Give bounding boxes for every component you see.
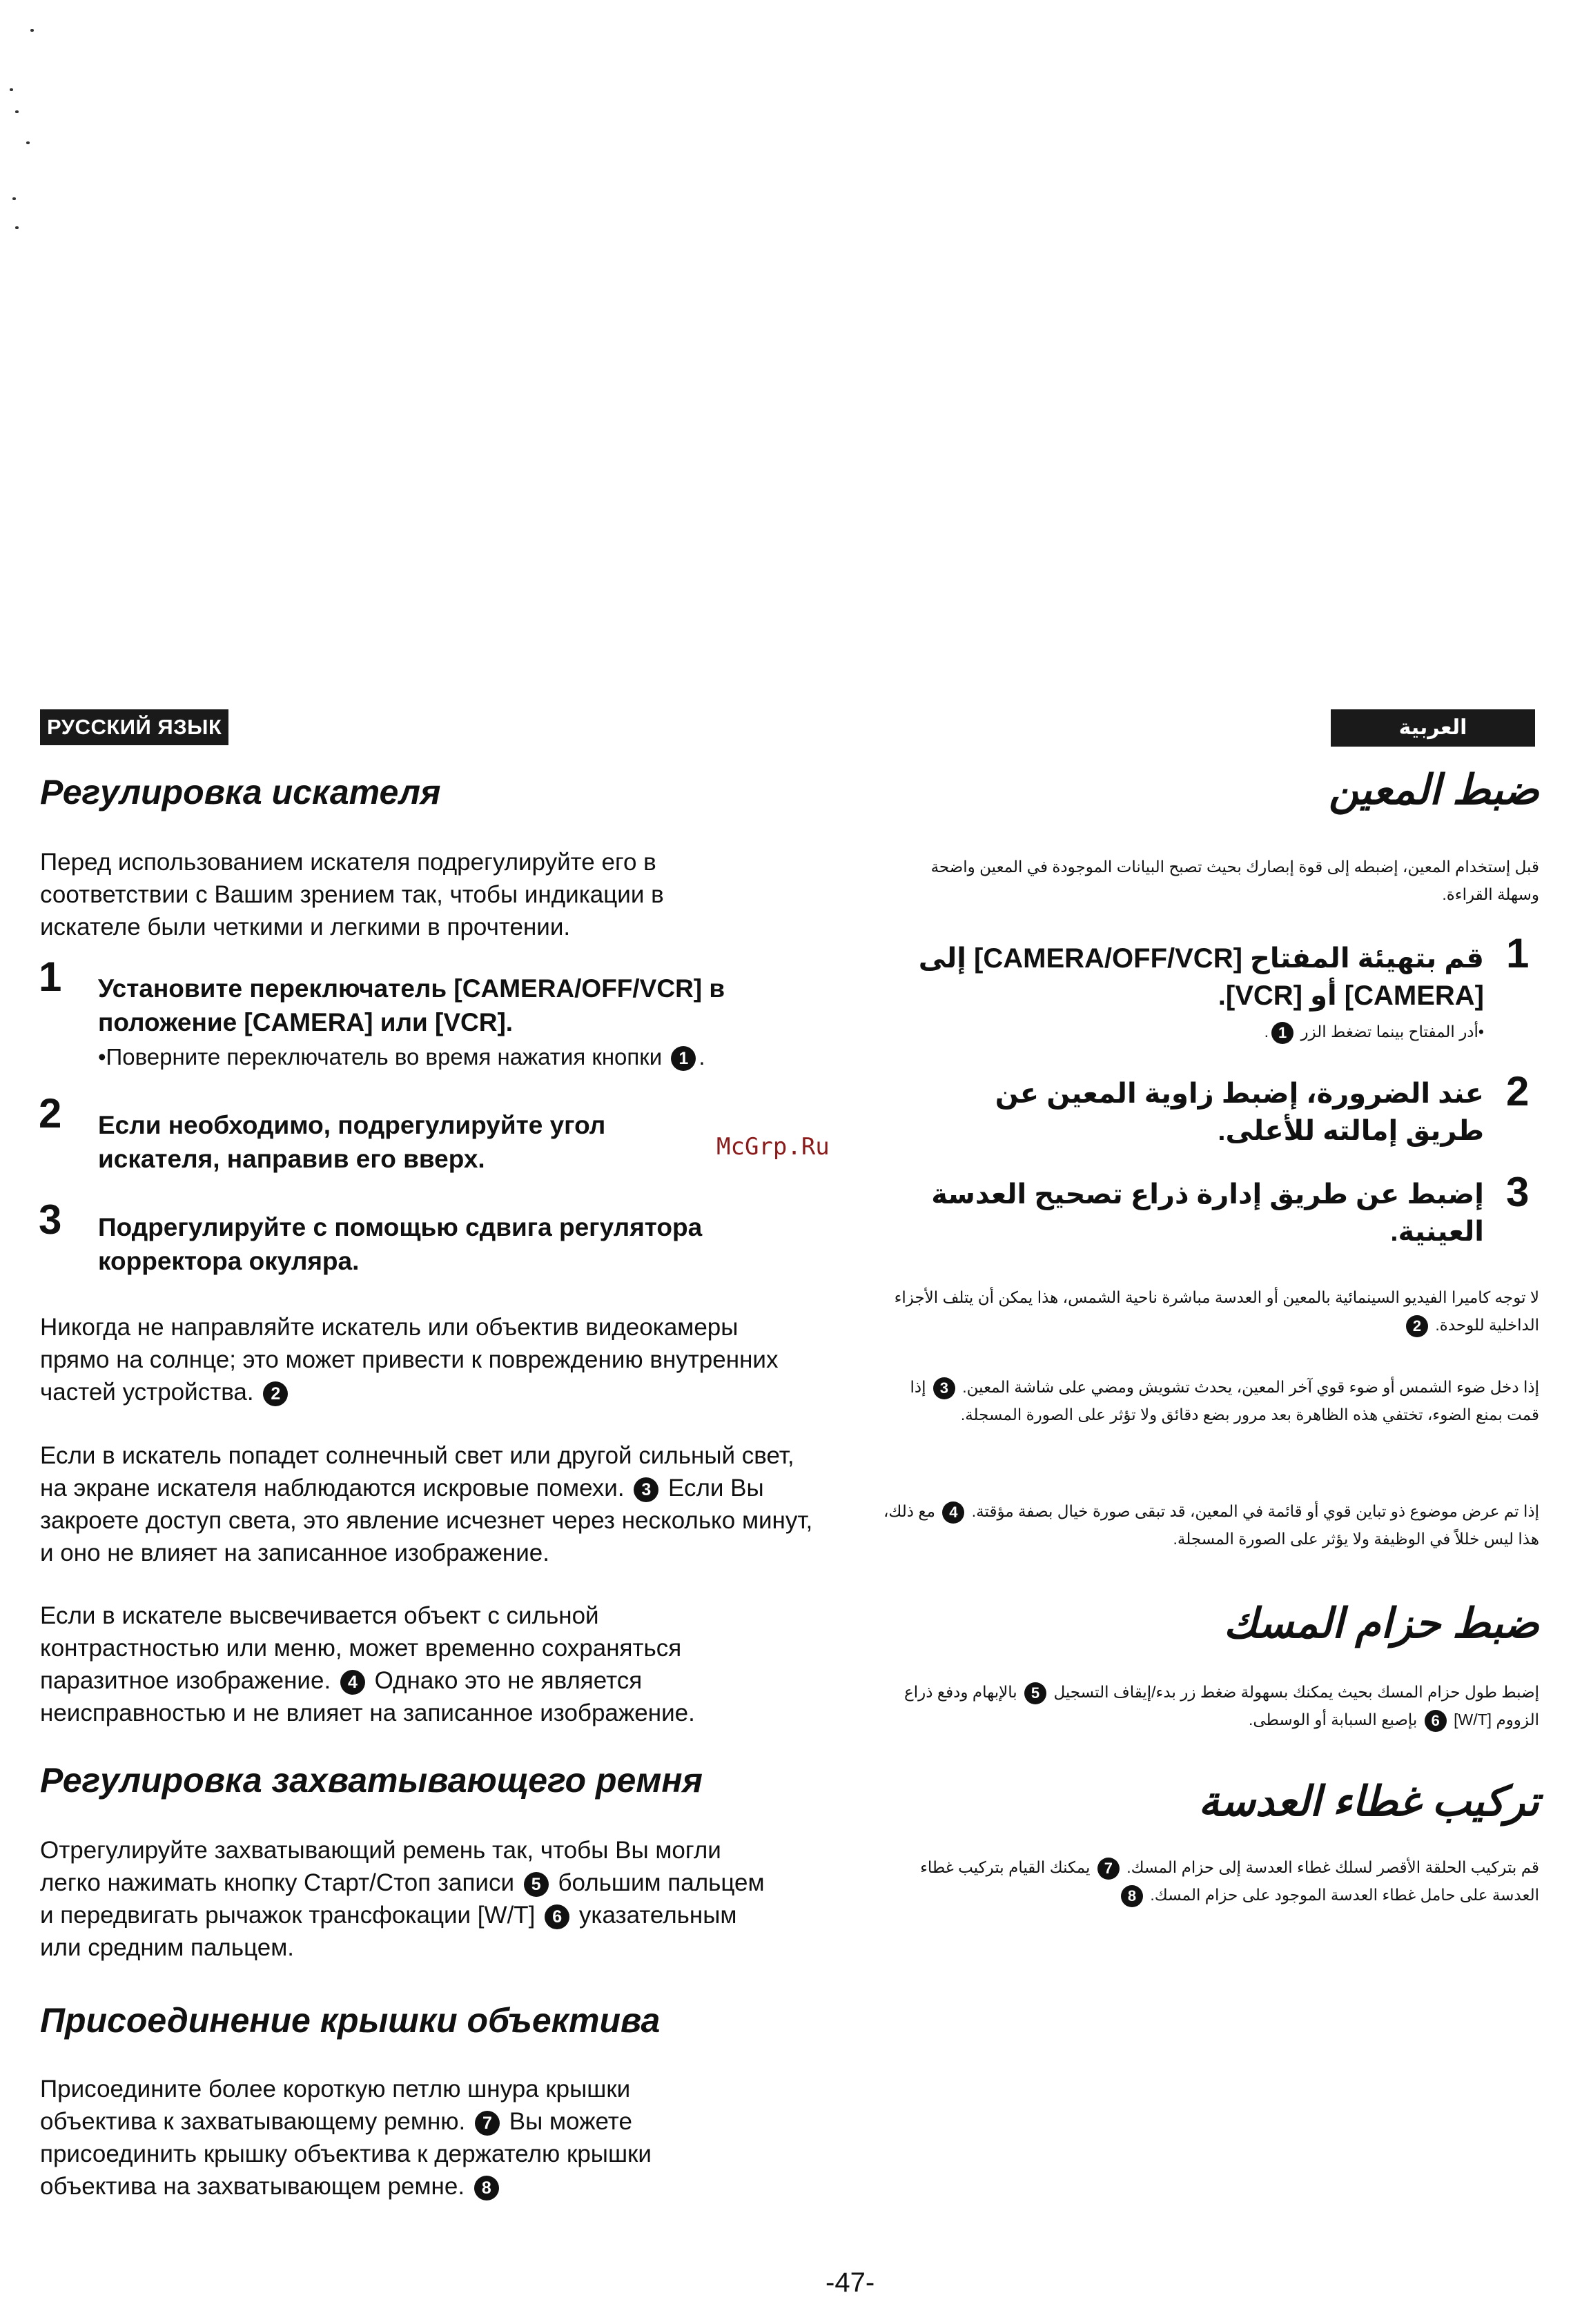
step-1-bullet-text-ar: •أدر المفتاح بينما تضغط الزر (1300, 1023, 1484, 1041)
afterimage-note-ru (40, 1599, 772, 1729)
ref-marker-4-ru: 4 (340, 1670, 365, 1695)
step-1-bullet-text-ru: •Поверните переключатель во время нажатия кнопки (98, 1044, 663, 1070)
grip-belt-text-c-ru: указательным или средним пальцем. (40, 1902, 737, 1961)
sparkle-note-text-a-ar: إذا دخل ضوء الشمس أو ضوء قوي آخر المعين، يحدث تشويش ومضي على شاشة المعين. (962, 1378, 1539, 1396)
arabic-language-tag (1331, 709, 1535, 747)
sun-warning-text-ru: Никогда не направляйте искатель или объектив видеокамеры прямо на солнце; это может привести к повреждению внутренних частей устройства. (40, 1314, 779, 1406)
lens-cap-title-ru: Присоединение крышки объектива (40, 2001, 661, 2040)
step-2-number-ar: 2 (1506, 1068, 1530, 1114)
lens-cap-text-ar (883, 1853, 1539, 1909)
ref-marker-2-ar: 2 (1406, 1315, 1428, 1337)
sun-warning-text-ar: لا توجه كاميرا الفيديو السينمائية بالمعين أو العدسة مباشرة ناحية الشمس، هذا يمكن أن يتلف الأجزاء الداخلية للوحدة. (894, 1288, 1539, 1334)
viewfinder-intro-ru: Перед использованием искателя подрегулируйте его в соответствии с Вашим зрением так, чтобы индикации в искателе были четкими и легкими в прочтении. (40, 849, 664, 941)
afterimage-note-text-a-ar: إذا تم عرض موضوع ذو تباين قوي أو قائمة في المعين، قد تبقى صورة خيال بصفة مؤقتة. (971, 1502, 1539, 1520)
ref-marker-7-ru: 7 (475, 2111, 500, 2136)
arabic-language-label: العربية (1398, 716, 1467, 739)
grip-belt-text-ar (883, 1678, 1539, 1733)
grip-belt-text-b-ru: большим пальцем и передвигать рычажок трансфокации [W/T] (40, 1869, 765, 1929)
afterimage-note-text-b-ar: مع ذلك، هذا ليس خللاً في الوظيفة ولا يؤثر على الصورة المسجلة. (883, 1502, 1539, 1548)
sun-warning-ar (883, 1283, 1539, 1339)
ref-marker-2-ru: 2 (263, 1381, 288, 1406)
step-3-text-ar: إضبط عن طريق إدارة ذراع تصحيح العدسة العينية. (931, 1179, 1484, 1247)
afterimage-note-text-a-ru: Если в искателе высвечивается объект с сильной контрастностью или меню, может временно сохраняться паразитное изображение. (40, 1602, 682, 1694)
step-1-bullet-ru: •Поверните переключатель во время нажатия кнопки 1 . (98, 1042, 830, 1072)
step-1-number-ru: 1 (39, 954, 62, 1000)
ref-marker-6-ru: 6 (545, 1904, 569, 1929)
ref-marker-5-ar: 5 (1024, 1682, 1046, 1704)
sparkle-note-text-a-ru: Если в искатель попадет солнечный свет или другой сильный свет, на экране искателя наблюдаются искровые помехи. (40, 1442, 794, 1501)
step-1-text-ar: قم بتهيئة المفتاح [CAMERA/OFF/VCR] إلى [CAMERA] أو [VCR]. (918, 943, 1484, 1011)
ref-marker-6-ar: 6 (1425, 1710, 1447, 1732)
lens-cap-title-ar: تركيب غطاء العدسة (1198, 1778, 1539, 1824)
sparkle-note-ar (883, 1373, 1539, 1428)
step-3-text-ru: Подрегулируйте с помощью сдвига регулятора корректора окуляра. (98, 1213, 703, 1275)
step-1-number-ar: 1 (1506, 930, 1530, 976)
lens-cap-text-a-ru: Присоедините более короткую петлю шнура крышки объектива к захватывающему ремню. (40, 2076, 631, 2135)
ref-marker-3-ar: 3 (933, 1377, 955, 1399)
lens-cap-text-a-ar: قم بتركيب الحلقة الأقصر لسلك غطاء العدسة إلى حزام المسك. (1126, 1858, 1539, 1876)
step-2-text-ar: عند الضرورة، إضبط زاوية المعين عن طريق إمالته للأعلى. (995, 1079, 1484, 1146)
grip-belt-text-a-ar: إضبط طول حزام المسك بحيث يمكنك بسهولة ضغط زر بدء/إيقاف التسجيل (1053, 1683, 1539, 1701)
ref-marker-1-ar: 1 (1271, 1022, 1293, 1044)
step-1-text-ru: Установите переключатель [CAMERA/OFF/VCR] в положение [CAMERA] или [VCR]. (98, 974, 725, 1036)
ref-marker-3-ru: 3 (634, 1477, 658, 1502)
lens-cap-text-ru (40, 2073, 730, 2203)
ref-marker-5-ru: 5 (524, 1872, 549, 1897)
page-number: -47- (826, 2267, 875, 2298)
step-2-number-ru: 2 (39, 1090, 62, 1136)
ref-marker-7-ar: 7 (1097, 1858, 1120, 1880)
step-1-bullet-ar: •أدر المفتاح بينما تضغط الزر 1. (1035, 1020, 1484, 1044)
ref-marker-4-ar: 4 (942, 1501, 964, 1524)
grip-belt-text-ru (40, 1834, 772, 1964)
sparkle-note-text-b-ru: Если Вы закроете доступ света, это явление исчезнет через несколько минут, и оно не влияет на записанное изображение. (40, 1475, 813, 1566)
grip-belt-title-ar: ضبط حزام المسك (1223, 1600, 1539, 1646)
afterimage-note-ar (883, 1497, 1539, 1553)
step-2-text-ru: Если необходимо, подрегулируйте угол искателя, направив его вверх. (98, 1111, 606, 1173)
sparkle-note-ru (40, 1439, 820, 1569)
russian-language-label: РУССКИЙ ЯЗЫК (47, 715, 222, 739)
sparkle-note-text-b-ar: إذا قمت بمنع الضوء، تختفي هذه الظاهرة بعد مرور بضع دقائق ولا تؤثر على الصورة المسجلة. (910, 1378, 1539, 1424)
viewfinder-title-ar: ضبط المعين (1328, 767, 1539, 813)
ref-marker-8-ar: 8 (1121, 1885, 1143, 1907)
grip-belt-text-c-ar: بإصبع السبابة أو الوسطى. (1248, 1711, 1418, 1729)
ref-marker-1-ru: 1 (671, 1046, 696, 1071)
step-3-number-ar: 3 (1506, 1169, 1530, 1215)
afterimage-note-text-b-ru: Однако это не является неисправностью и не влияет на записанное изображение. (40, 1667, 695, 1726)
step-3-number-ru: 3 (39, 1197, 62, 1243)
grip-belt-title-ru: Регулировка захватывающего ремня (40, 1761, 703, 1800)
lens-cap-text-b-ar: يمكنك القيام بتركيب غطاء العدسة على حامل غطاء العدسة الموجود على حزام المسك. (920, 1858, 1539, 1904)
watermark: McGrp.Ru (716, 1133, 830, 1161)
grip-belt-text-a-ru: Отрегулируйте захватывающий ремень так, чтобы Вы могли легко нажимать кнопку Старт/Стоп записи (40, 1837, 721, 1896)
ref-marker-8-ru: 8 (474, 2176, 499, 2200)
viewfinder-title-ru: Регулировка искателя (40, 773, 441, 811)
sun-warning-ru (40, 1311, 806, 1408)
viewfinder-intro-ar: قبل إستخدام المعين، إضبطه إلى قوة إبصارك بحيث تصبح البيانات الموجودة في المعين واضحة وسهلة القراءة. (930, 858, 1539, 903)
grip-belt-text-b-ar: بالإبهام ودفع ذراع الزووم [W/T] (904, 1683, 1539, 1729)
lens-cap-text-b-ru: Вы можете присоединить крышку объектива к держателю крышки объектива на захватывающем ремне. (40, 2108, 652, 2200)
russian-language-tag (40, 709, 228, 745)
